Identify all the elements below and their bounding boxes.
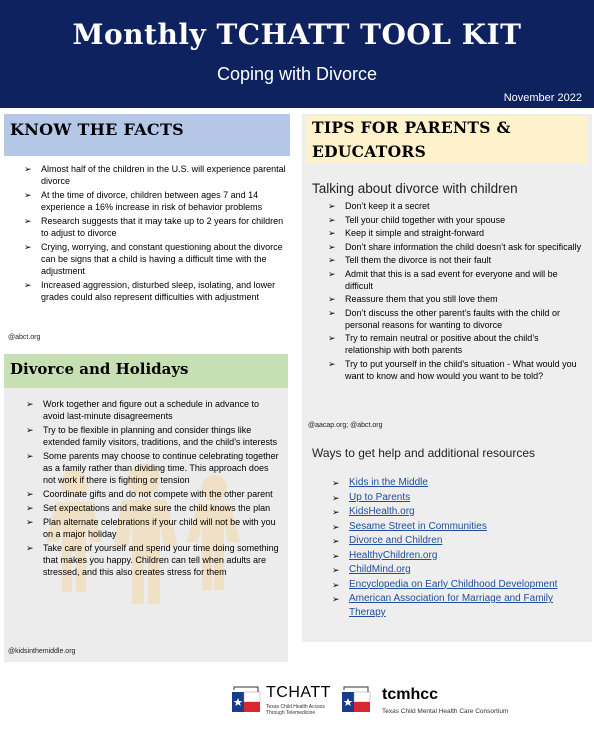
tips-list bbox=[328, 200, 586, 383]
resources-section bbox=[302, 432, 592, 642]
holidays-citation: @kidsinthemiddle.org bbox=[8, 648, 76, 655]
arrow-bullet-icon: ➢ bbox=[332, 550, 340, 561]
list-item bbox=[332, 549, 582, 563]
issue-date: November 2022 bbox=[503, 92, 582, 104]
arrow-bullet-icon: ➢ bbox=[24, 280, 32, 290]
tips-citation: @aacap.org; @abct.org bbox=[308, 422, 383, 429]
resource-link-divorce-and-children[interactable]: Divorce and Children bbox=[349, 535, 443, 546]
arrow-bullet-icon: ➢ bbox=[332, 594, 340, 604]
arrow-bullet-icon: ➢ bbox=[332, 492, 340, 503]
facts-citation: @abct.org bbox=[8, 334, 41, 341]
resource-link-up-to-parents[interactable]: Up to Parents bbox=[349, 491, 411, 503]
list-item bbox=[332, 520, 582, 534]
resource-link-sesame-street[interactable]: Sesame Street in Communities bbox=[349, 520, 487, 532]
list-item: ➢ Tell your child together with your spouse bbox=[328, 214, 506, 225]
arrow-bullet-icon: ➢ bbox=[328, 214, 336, 225]
list-item: ➢ At the time of divorce, children between ages 7 and 14 experience a 16% increase in risk of behavior problems bbox=[24, 190, 263, 212]
list-item: ➢ Keep it simple and straight-forward bbox=[328, 228, 485, 238]
resource-link-encyclopedia[interactable]: Encyclopedia on Early Childhood Development bbox=[349, 578, 558, 590]
arrow-bullet-icon: ➢ bbox=[328, 358, 336, 369]
arrow-bullet-icon: ➢ bbox=[328, 333, 336, 343]
arrow-bullet-icon: ➢ bbox=[332, 565, 340, 575]
arrow-bullet-icon: ➢ bbox=[332, 579, 340, 590]
arrow-bullet-icon: ➢ bbox=[328, 201, 336, 211]
arrow-bullet-icon: ➢ bbox=[26, 425, 34, 435]
list-item: ➢ Don’t discuss the other parent’s faults with the child or personal reasons for wanting to divorce bbox=[328, 307, 560, 330]
arrow-bullet-icon: ➢ bbox=[26, 489, 34, 499]
footer-logos bbox=[230, 682, 530, 728]
list-item: ➢ Coordinate gifts and do not compete with the other parent bbox=[26, 489, 273, 499]
arrow-bullet-icon: ➢ bbox=[332, 507, 340, 517]
arrow-bullet-icon: ➢ bbox=[26, 399, 34, 409]
list-item: ➢ Try to remain neutral or positive about the child’s relationship with both parents bbox=[328, 333, 539, 355]
arrow-bullet-icon: ➢ bbox=[328, 241, 336, 252]
resources-heading: Ways to get help and additional resources bbox=[312, 446, 536, 460]
list-item: ➢ Reassure them that you still love them bbox=[328, 294, 498, 304]
arrow-bullet-icon: ➢ bbox=[328, 268, 336, 279]
list-item: ➢ Almost half of the children in the U.S. will experience parental divorce bbox=[24, 164, 286, 186]
list-item: ➢ Plan alternate celebrations if your child will not be with you on a major holiday bbox=[26, 517, 276, 539]
list-item: ➢ Work together and figure out a schedule in advance to avoid last-minute disagreements bbox=[26, 399, 259, 421]
resource-link-aamft[interactable]: American Association for Marriage and Family Therapy bbox=[349, 593, 553, 618]
list-item: ➢ Don’t keep it a secret bbox=[328, 201, 430, 211]
list-item: ➢ Set expectations and make sure the child knows the plan bbox=[26, 503, 271, 513]
arrow-bullet-icon: ➢ bbox=[26, 503, 34, 513]
list-item: ➢ Try to be flexible in planning and consider things like extended family visitors, traditions, and the child’s interests bbox=[26, 425, 277, 447]
list-item: ➢ Don’t share information the child doesn’t ask for specifically bbox=[328, 241, 582, 252]
facts-list bbox=[24, 163, 286, 305]
tips-subheading: Talking about divorce with children bbox=[312, 181, 518, 196]
holidays-section bbox=[4, 354, 288, 662]
list-item: ➢ Take care of yourself and spend your time doing something that makes you happy. Children can tell when adults are stressed, and this also creates stress for them bbox=[26, 543, 279, 577]
resource-link-kidshealth[interactable]: KidsHealth.org bbox=[349, 506, 415, 517]
arrow-bullet-icon: ➢ bbox=[24, 242, 32, 252]
list-item bbox=[332, 592, 582, 620]
list-item: ➢ Crying, worrying, and constant questioning about the divorce can be signs that a child is having a difficult time with the adjustment bbox=[24, 242, 283, 276]
list-item bbox=[332, 491, 582, 505]
arrow-bullet-icon: ➢ bbox=[328, 228, 336, 238]
tips-heading: TIPS FOR PARENTS & EDUCATORS bbox=[306, 116, 588, 164]
arrow-bullet-icon: ➢ bbox=[332, 478, 340, 488]
tips-section bbox=[302, 114, 592, 432]
header-banner bbox=[0, 0, 594, 108]
arrow-bullet-icon: ➢ bbox=[328, 255, 336, 265]
arrow-bullet-icon: ➢ bbox=[24, 164, 32, 174]
list-item: ➢ Tell them the divorce is not their fault bbox=[328, 255, 492, 265]
holidays-header bbox=[4, 354, 288, 388]
list-item bbox=[332, 534, 582, 548]
holidays-heading: Divorce and Holidays bbox=[10, 360, 189, 378]
list-item: ➢ Some parents may choose to continue celebrating together as a family rather than dividing time. This approach does not work if there is fighting or tension bbox=[26, 451, 279, 485]
arrow-bullet-icon: ➢ bbox=[332, 536, 340, 546]
arrow-bullet-icon: ➢ bbox=[24, 216, 32, 226]
resource-link-kids-in-the-middle[interactable]: Kids in the Middle bbox=[349, 477, 428, 488]
list-item bbox=[332, 563, 582, 577]
resources-list bbox=[332, 476, 582, 621]
arrow-bullet-icon: ➢ bbox=[332, 521, 340, 532]
know-facts-heading: KNOW THE FACTS bbox=[10, 120, 185, 139]
arrow-bullet-icon: ➢ bbox=[24, 190, 32, 200]
resource-link-healthychildren[interactable]: HealthyChildren.org bbox=[349, 549, 438, 561]
list-item: ➢ Admit that this is a sad event for everyone and will be difficult bbox=[328, 268, 558, 291]
arrow-bullet-icon: ➢ bbox=[328, 307, 336, 318]
tcmhcc-logo-name: tcmhcc bbox=[382, 686, 439, 703]
resource-link-childmind[interactable]: ChildMind.org bbox=[349, 564, 411, 575]
page-title: Monthly TCHATT TOOL KIT bbox=[72, 18, 522, 51]
holidays-list bbox=[26, 398, 282, 580]
arrow-bullet-icon: ➢ bbox=[26, 451, 34, 461]
texas-flag-logo-icon bbox=[230, 686, 262, 716]
tcmhcc-logo-tagline: Texas Child Mental Health Care Consortium bbox=[382, 708, 509, 715]
tchatt-logo-name: TCHATT bbox=[266, 684, 331, 701]
list-item bbox=[332, 476, 582, 490]
tchatt-logo-tagline: Texas Child Health Access Through Telemedicine bbox=[266, 704, 325, 716]
arrow-bullet-icon: ➢ bbox=[26, 543, 34, 553]
page-subtitle: Coping with Divorce bbox=[216, 64, 378, 84]
list-item: ➢ Research suggests that it may take up to 2 years for children to adjust to divorce bbox=[24, 216, 284, 238]
list-item: ➢ Try to put yourself in the child’s situation - What would you want to know and how would you want to be told? bbox=[328, 358, 577, 381]
know-facts-header bbox=[4, 114, 290, 156]
list-item: ➢ Increased aggression, disturbed sleep, isolating, and lower grades could also represent difficulties with adjustment bbox=[24, 280, 276, 302]
texas-flag-logo-icon bbox=[340, 686, 372, 716]
arrow-bullet-icon: ➢ bbox=[26, 517, 34, 527]
list-item bbox=[332, 505, 582, 519]
list-item bbox=[332, 578, 582, 592]
arrow-bullet-icon: ➢ bbox=[328, 294, 336, 304]
